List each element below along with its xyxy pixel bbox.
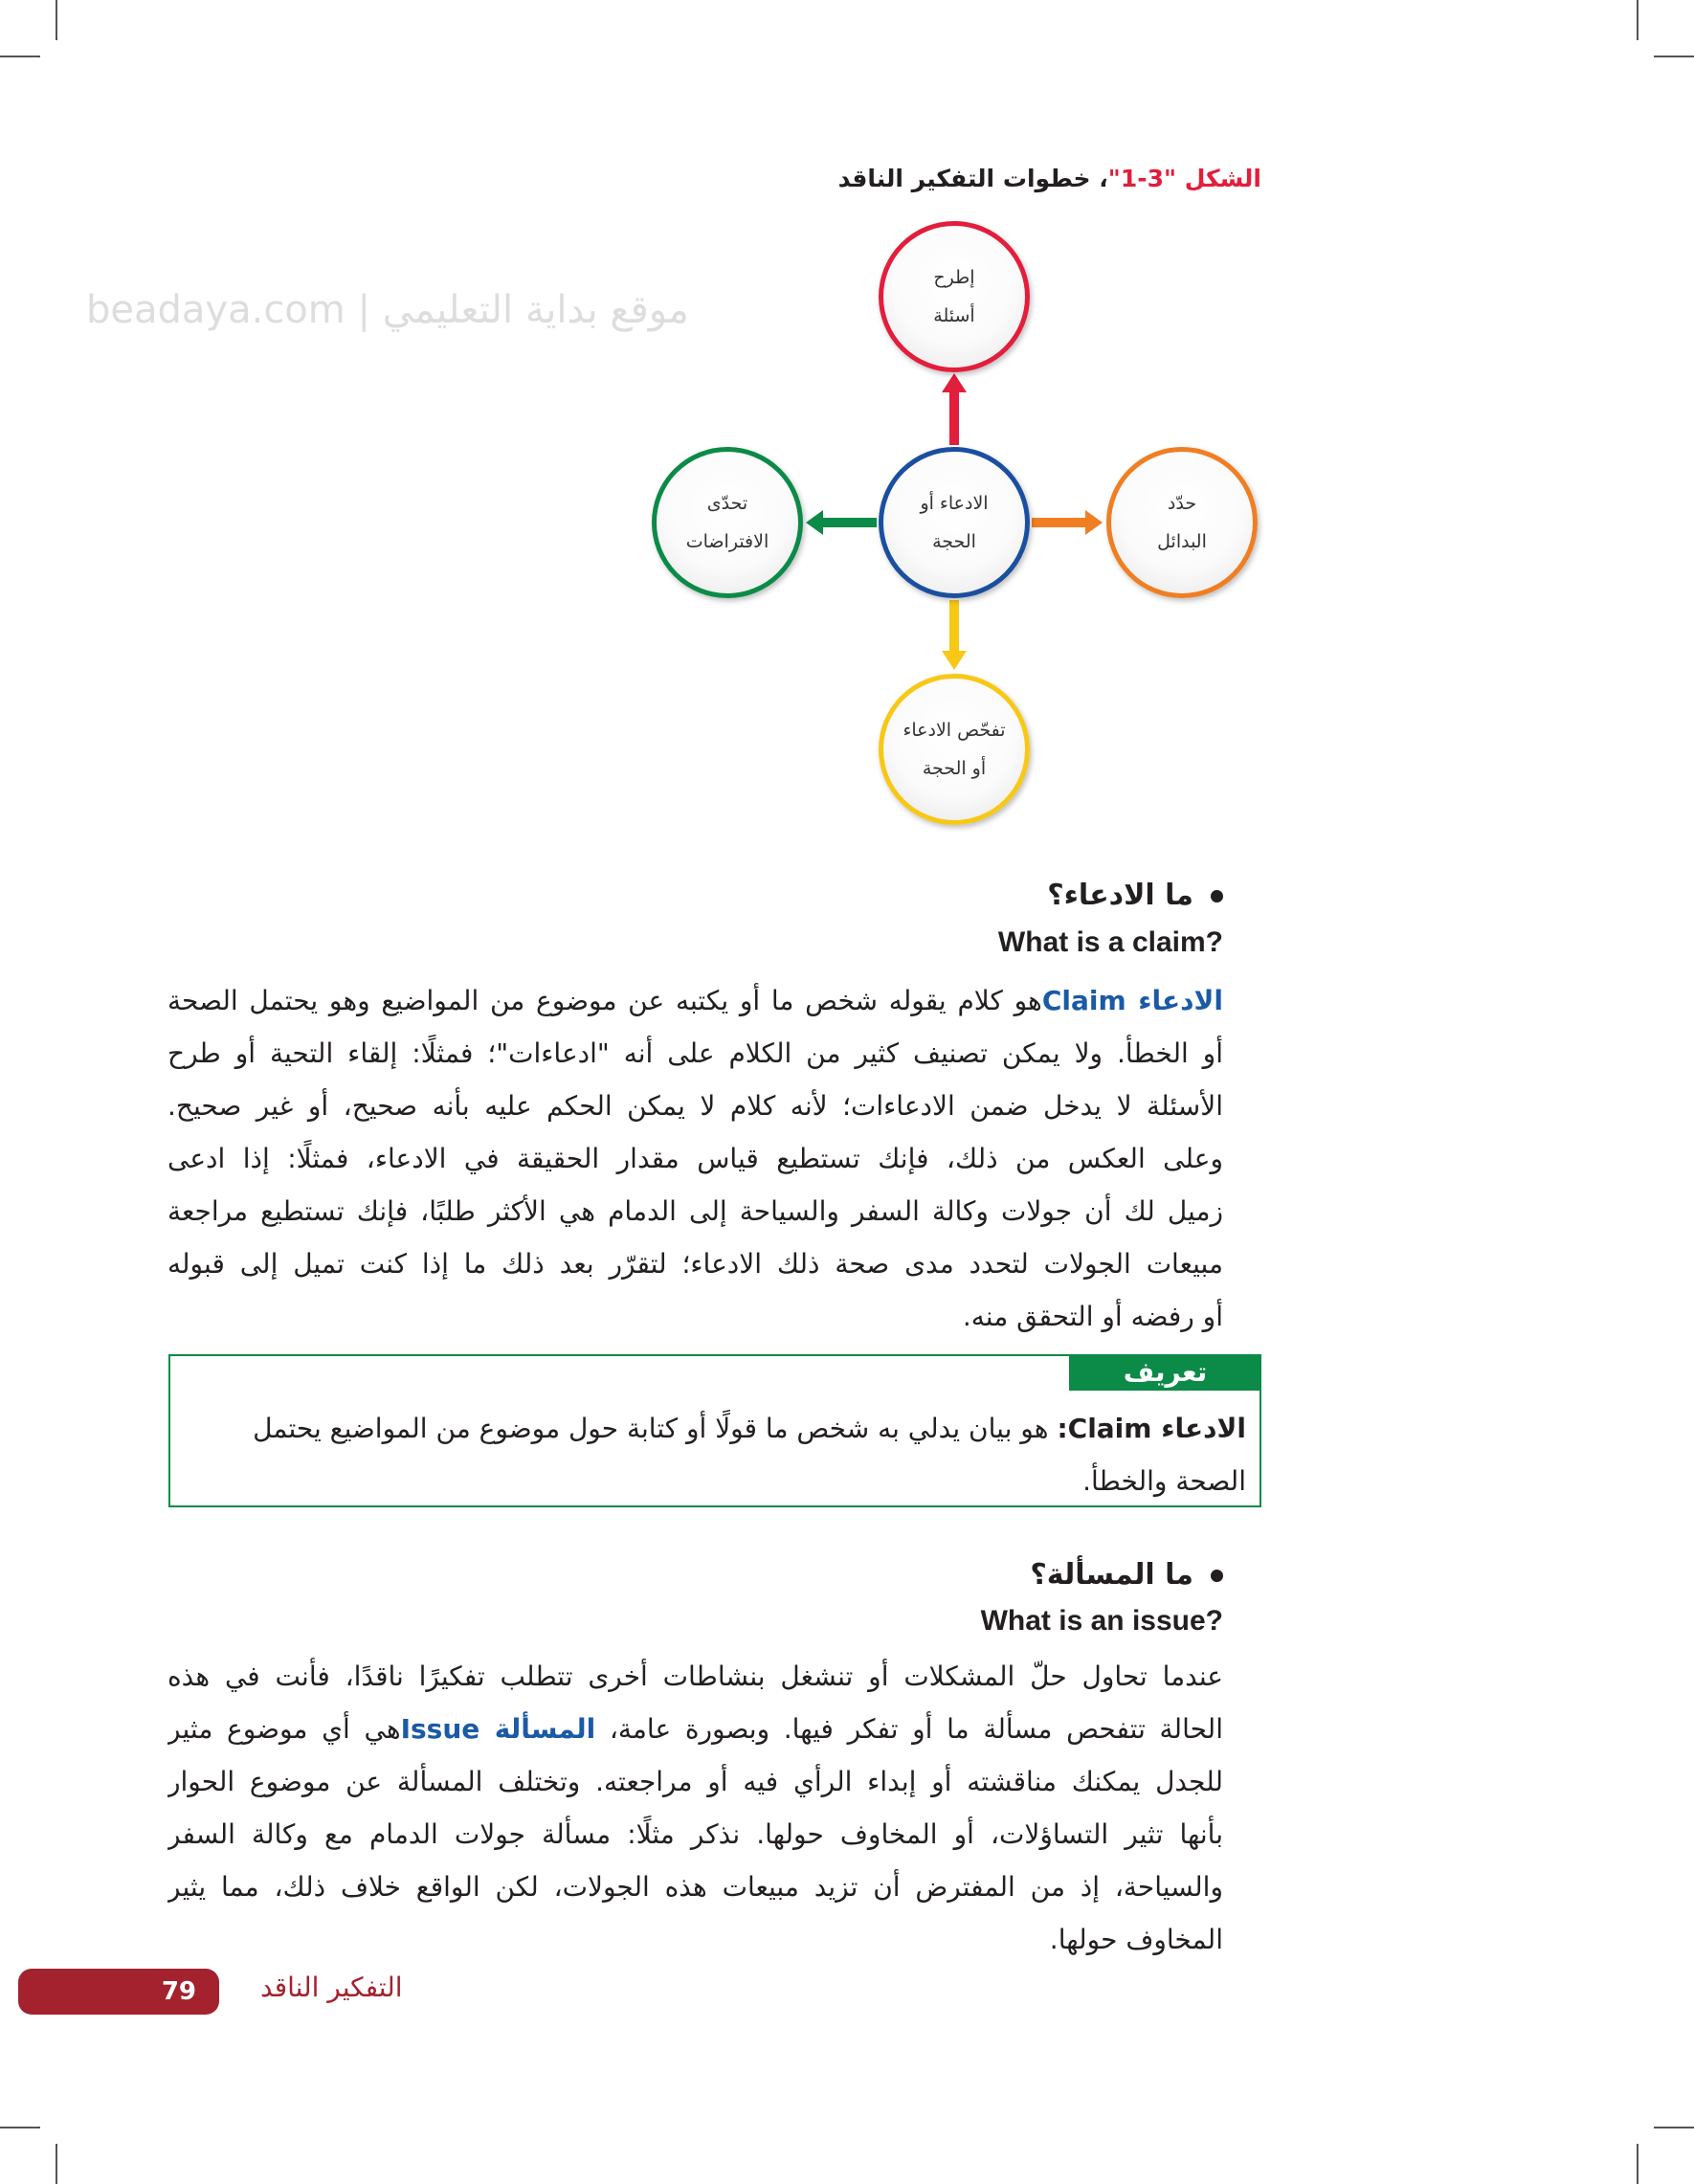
node-ask-questions bbox=[879, 221, 1030, 372]
paragraph-line: المخاوف حولها. bbox=[1049, 1924, 1223, 1955]
term-issue: المسألة Issue bbox=[400, 1713, 596, 1745]
arrow-up bbox=[942, 373, 967, 445]
paragraph-line: بأنها تثير التساؤلات، أو المخاوف حولها. نذكر مثلًا: مسألة جولات الدمام مع وكالة السفر bbox=[167, 1818, 1223, 1850]
crop-mark bbox=[1654, 2127, 1694, 2128]
issue-paragraph bbox=[167, 1650, 1223, 1966]
definition-header: تعريف bbox=[1069, 1354, 1261, 1391]
node-label: تحدّى الافتراضات bbox=[685, 493, 769, 552]
definition-box bbox=[168, 1354, 1261, 1507]
arrow-down bbox=[942, 600, 967, 670]
paragraph-line: زميل لك أن جولات وكالة السفر والسياحة إلى الدمام هي الأكثر طلبًا، فإنك تستطيع مراجعة bbox=[167, 1195, 1223, 1227]
section-heading-issue bbox=[1030, 1558, 1223, 1592]
node-label: حدّد البدائل bbox=[1157, 493, 1207, 552]
paragraph-line: وعلى العكس من ذلك، فإنك تستطيع قياس مقدار الحقيقة في الادعاء، فمثلًا: إذا ادعى bbox=[167, 1143, 1223, 1174]
claim-paragraph bbox=[167, 974, 1223, 1343]
definition-term: الادعاء Claim: bbox=[1057, 1413, 1246, 1444]
heading-english-issue: What is an issue? bbox=[980, 1605, 1223, 1637]
figure-caption: خطوات التفكير الناقد bbox=[837, 165, 1091, 192]
node-label: تفحّص الادعاء أو الحجة bbox=[903, 720, 1006, 779]
line-text: هي أي موضوع مثير bbox=[167, 1713, 401, 1745]
line-text: هو كلام يقوله شخص ما أو يكتبه عن موضوع من المواضيع وهو يحتمل الصحة bbox=[167, 985, 1042, 1016]
paragraph-line: والسياحة، إذ من المفترض أن تزيد مبيعات هذه الجولات، لكن الواقع خلاف ذلك، مما يثير bbox=[167, 1871, 1223, 1903]
heading-arabic: ما الادعاء؟ bbox=[1047, 879, 1193, 912]
paragraph-line: مبيعات الجولات لتحدد مدى صحة ذلك الادعاء؛ لتقرّر بعد ذلك ما إذا كنت تميل إلى قبوله bbox=[167, 1248, 1223, 1280]
line-text: الحالة تتفحص مسألة ما أو تفكر فيها. وبصورة عامة، bbox=[595, 1713, 1223, 1745]
node-challenge-assumptions bbox=[652, 447, 803, 598]
definition-text bbox=[184, 1402, 1246, 1507]
node-identify-alternatives bbox=[1106, 447, 1258, 598]
paragraph-line bbox=[167, 974, 1223, 1027]
paragraph-line: الأسئلة لا يدخل ضمن الادعاءات؛ لأنه كلام لا يمكن الحكم عليه بأنه صحيح، أو غير صحيح. bbox=[167, 1090, 1223, 1122]
diagram-arrows bbox=[0, 0, 1694, 957]
node-claim bbox=[879, 447, 1030, 598]
paragraph-line: عندما تحاول حلّ المشكلات أو تنشغل بنشاطات أخرى تتطلب تفكيرًا ناقدًا، فأنت في هذه bbox=[167, 1660, 1223, 1692]
paragraph-line bbox=[167, 1703, 1223, 1755]
watermark: beadaya.com | موقع بداية التعليمي bbox=[86, 288, 689, 332]
heading-english-claim: What is a claim? bbox=[997, 926, 1223, 958]
book-title: التفكير الناقد bbox=[260, 1972, 403, 2003]
page-number: 79 bbox=[18, 1969, 219, 2015]
bullet-icon bbox=[1211, 890, 1223, 903]
crop-mark bbox=[1637, 2144, 1638, 2184]
node-examine-claim bbox=[879, 674, 1030, 825]
paragraph-line: للجدل يمكنك مناقشته أو إبداء الرأي فيه أو مراجعته. وتختلف المسألة عن موضوع الحوار bbox=[167, 1766, 1223, 1797]
crop-mark bbox=[56, 2144, 57, 2184]
node-label: الادعاء أو الحجة bbox=[920, 493, 989, 552]
figure-separator: ، bbox=[1099, 165, 1108, 192]
crop-mark bbox=[0, 2127, 40, 2128]
arrow-right bbox=[1032, 510, 1103, 535]
heading-arabic: ما المسألة؟ bbox=[1030, 1558, 1193, 1592]
node-label: إطرح أسئلة bbox=[933, 267, 975, 326]
section-heading-claim bbox=[1047, 879, 1223, 912]
term-claim: الادعاء Claim bbox=[1041, 985, 1223, 1016]
definition-body: هو بيان يدلي به شخص ما قولًا أو كتابة حول موضوع من المواضيع يحتمل الصحة والخطأ. bbox=[253, 1413, 1246, 1497]
paragraph-line: أو الخطأ. ولا يمكن تصنيف كثير من الكلام على أنه "ادعاءات"؛ فمثلًا: إلقاء التحية أو طرح bbox=[167, 1037, 1223, 1069]
bullet-icon bbox=[1211, 1570, 1223, 1582]
paragraph-line: أو رفضه أو التحقق منه. bbox=[962, 1301, 1223, 1332]
figure-label: الشكل "3-1" bbox=[1107, 165, 1261, 192]
arrow-left bbox=[806, 510, 877, 535]
